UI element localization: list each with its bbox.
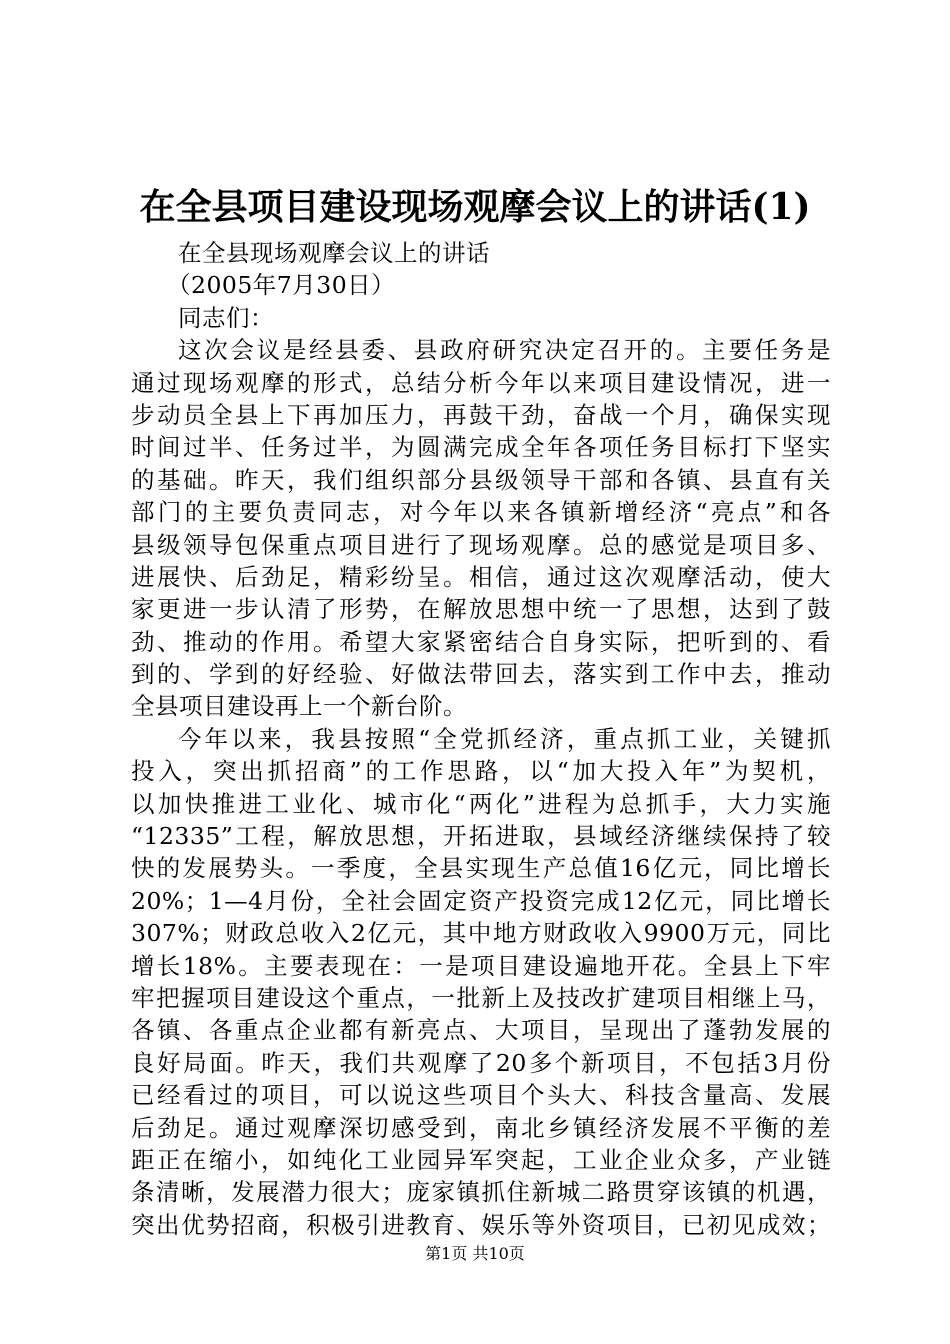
- page-number-footer: 第1页 共10页: [425, 1244, 525, 1263]
- paragraph-1: [131, 334, 831, 723]
- paragraph-line: 增长18%。主要表现在：一是项目建设遍地开花。全县上下牢: [131, 951, 831, 980]
- paragraph-line: 突出优势招商，积极引进教育、娱乐等外资项目，已初见成效；: [131, 1210, 831, 1239]
- document-title: 在全县项目建设现场观摩会议上的讲话(1): [139, 186, 811, 228]
- paragraph-line: 县级领导包保重点项目进行了现场观摩。总的感觉是项目多、: [131, 530, 831, 559]
- paragraph-line: 步动员全县上下再加压力，再鼓干劲，奋战一个月，确保实现: [131, 400, 831, 429]
- paragraph-line: 通过现场观摩的形式，总结分析今年以来项目建设情况，进一: [131, 368, 831, 397]
- paragraph-line: 的基础。昨天，我们组织部分县级领导干部和各镇、县直有关: [131, 465, 831, 494]
- paragraph-line: 牢把握项目建设这个重点，一批新上及技改扩建项目相继上马，: [131, 983, 831, 1012]
- paragraph-line: 距正在缩小，如纯化工业园异军突起，工业企业众多，产业链: [131, 1145, 831, 1174]
- paragraph-line: 进展快、后劲足，精彩纷呈。相信，通过这次观摩活动，使大: [131, 562, 831, 591]
- paragraph-line: 以加快推进工业化、城市化“两化”进程为总抓手，大力实施: [131, 789, 831, 818]
- speech-date: （2005年7月30日）: [167, 271, 396, 300]
- paragraph-line: 各镇、各重点企业都有新亮点、大项目，呈现出了蓬勃发展的: [131, 1016, 831, 1045]
- paragraph-line: 到的、学到的好经验、好做法带回去，落实到工作中去，推动: [131, 660, 831, 689]
- document-body: [131, 237, 831, 1241]
- paragraph-line: 条清晰，发展潜力很大；庞家镇抓住新城二路贯穿该镇的机遇，: [131, 1178, 831, 1207]
- paragraph-line: 这次会议是经县委、县政府研究决定召开的。主要任务是: [178, 336, 831, 365]
- paragraph-line: 307%；财政总收入2亿元，其中地方财政收入9900万元，同比: [131, 919, 831, 948]
- paragraph-line: 劲、推动的作用。希望大家紧密结合自身实际，把听到的、看: [131, 627, 831, 656]
- paragraph-line: 后劲足。通过观摩深切感受到，南北乡镇经济发展不平衡的差: [131, 1113, 831, 1142]
- paragraph-line: 今年以来，我县按照“全党抓经济，重点抓工业，关键抓: [178, 724, 831, 753]
- paragraph-line: 20%；1—4月份，全社会固定资产投资完成12亿元，同比增长: [131, 886, 831, 915]
- salutation: 同志们：: [178, 303, 274, 332]
- paragraph-line: 投入，突出抓招商”的工作思路，以“加大投入年”为契机，: [131, 757, 831, 786]
- paragraph-line: “12335”工程，解放思想，开拓进取，县域经济继续保持了较: [131, 822, 831, 851]
- paragraph-line: 时间过半、任务过半，为圆满完成全年各项任务目标打下坚实: [131, 433, 831, 462]
- paragraph-2: [131, 723, 831, 1241]
- paragraph-line: 良好局面。昨天，我们共观摩了20多个新项目，不包括3月份: [131, 1048, 831, 1077]
- paragraph-line: 部门的主要负责同志，对今年以来各镇新增经济“亮点”和各: [131, 498, 831, 527]
- paragraph-line: 快的发展势头。一季度，全县实现生产总值16亿元，同比增长: [131, 854, 831, 883]
- paragraph-line: 家更进一步认清了形势，在解放思想中统一了思想，达到了鼓: [131, 595, 831, 624]
- paragraph-line: 已经看过的项目，可以说这些项目个头大、科技含量高、发展: [131, 1081, 831, 1110]
- paragraph-line: 全县项目建设再上一个新台阶。: [131, 692, 467, 721]
- speech-subtitle: 在全县现场观摩会议上的讲话: [178, 239, 490, 267]
